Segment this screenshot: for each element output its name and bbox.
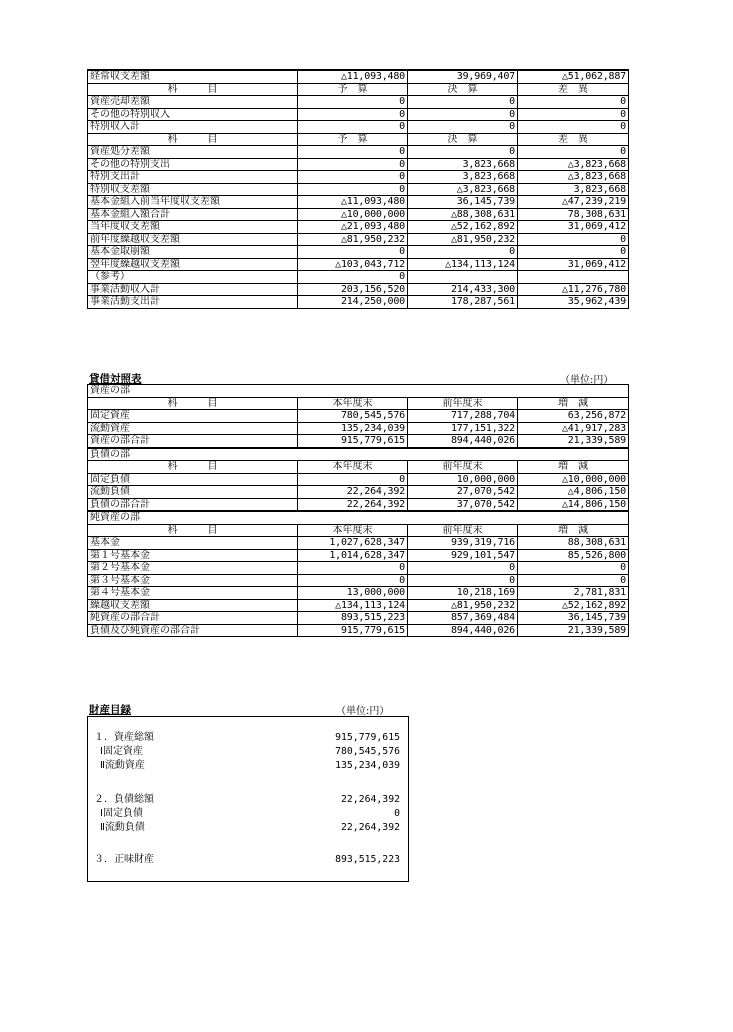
difference-cell: △3,823,668 bbox=[518, 158, 629, 171]
table-row bbox=[88, 587, 629, 600]
row-label: 科 目 bbox=[88, 83, 298, 96]
actual-cell: 214,433,300 bbox=[408, 283, 518, 296]
current-year-cell: 本年度末 bbox=[298, 461, 408, 474]
row-label: 第２号基本金 bbox=[88, 562, 298, 575]
difference-cell: △11,276,780 bbox=[518, 283, 629, 296]
difference-cell: 差 異 bbox=[518, 133, 629, 146]
row-label: 経常収支差額 bbox=[88, 70, 298, 83]
prior-year-cell: 前年度末 bbox=[408, 461, 518, 474]
inventory-value: 22,264,392 bbox=[341, 822, 400, 833]
difference-cell: 差 異 bbox=[518, 83, 629, 96]
budget-cell: △103,043,712 bbox=[298, 258, 408, 271]
table-row bbox=[88, 624, 629, 637]
current-year-cell: 135,234,039 bbox=[298, 422, 408, 435]
table-row bbox=[88, 233, 629, 246]
table-row bbox=[88, 435, 629, 448]
actual-cell: △134,113,124 bbox=[408, 258, 518, 271]
row-label: 科 目 bbox=[88, 133, 298, 146]
current-year-cell: 0 bbox=[298, 473, 408, 486]
difference-cell: △51,062,887 bbox=[518, 70, 629, 83]
row-label: 第１号基本金 bbox=[88, 549, 298, 562]
difference-cell: 35,962,439 bbox=[518, 296, 629, 309]
inventory-item bbox=[88, 821, 408, 835]
inventory-item bbox=[88, 853, 408, 867]
current-year-cell: △134,113,124 bbox=[298, 599, 408, 612]
row-label: 科 目 bbox=[88, 397, 298, 410]
row-label: 純資産の部合計 bbox=[88, 612, 298, 625]
budget-cell: △11,093,480 bbox=[298, 70, 408, 83]
change-cell: 88,308,631 bbox=[518, 537, 629, 550]
change-cell: △14,806,150 bbox=[518, 498, 629, 511]
actual-cell: △81,950,232 bbox=[408, 233, 518, 246]
budget-cell: 214,250,000 bbox=[298, 296, 408, 309]
row-label: （参考） bbox=[88, 271, 298, 284]
section-label: 資産の部 bbox=[88, 385, 629, 398]
actual-cell: △3,823,668 bbox=[408, 183, 518, 196]
prior-year-cell: 37,070,542 bbox=[408, 498, 518, 511]
prior-year-cell: 894,440,026 bbox=[408, 624, 518, 637]
actual-cell: 3,823,668 bbox=[408, 158, 518, 171]
table-row bbox=[88, 486, 629, 499]
change-cell: 21,339,589 bbox=[518, 624, 629, 637]
inventory-value: 893,515,223 bbox=[335, 854, 400, 865]
current-year-cell: 0 bbox=[298, 574, 408, 587]
budget-cell: 203,156,520 bbox=[298, 283, 408, 296]
section-row bbox=[88, 385, 629, 398]
table-row bbox=[88, 70, 629, 83]
inventory-value: 0 bbox=[394, 808, 400, 819]
prior-year-cell: 717,288,704 bbox=[408, 410, 518, 423]
inventory-item bbox=[88, 745, 408, 759]
row-label: 資産処分差額 bbox=[88, 146, 298, 159]
change-cell: 36,145,739 bbox=[518, 612, 629, 625]
inventory-value: 915,779,615 bbox=[335, 732, 400, 743]
inventory-label: Ⅱ流動負債 bbox=[100, 822, 145, 833]
row-label: 事業活動支出計 bbox=[88, 296, 298, 309]
table-row bbox=[88, 258, 629, 271]
current-year-cell: 915,779,615 bbox=[298, 624, 408, 637]
budget-cell: 0 bbox=[298, 246, 408, 259]
change-cell: 0 bbox=[518, 562, 629, 575]
table-row bbox=[88, 422, 629, 435]
balance-sheet-title: 貸借対照表 bbox=[89, 373, 142, 385]
budget-cell: 0 bbox=[298, 146, 408, 159]
inventory-label: １．資産総額 bbox=[94, 732, 154, 743]
prior-year-cell: 0 bbox=[408, 574, 518, 587]
table-row bbox=[88, 410, 629, 423]
budget-cell: △11,093,480 bbox=[298, 196, 408, 209]
section-row bbox=[88, 448, 629, 461]
row-label: 科 目 bbox=[88, 524, 298, 537]
inventory-label: Ⅱ流動資産 bbox=[100, 760, 145, 771]
table-row bbox=[88, 221, 629, 234]
current-year-cell: 1,027,628,347 bbox=[298, 537, 408, 550]
table-row bbox=[88, 599, 629, 612]
row-label: その他の特別支出 bbox=[88, 158, 298, 171]
table-row bbox=[88, 283, 629, 296]
prior-year-cell: 939,319,716 bbox=[408, 537, 518, 550]
difference-cell: 0 bbox=[518, 121, 629, 134]
inventory-value: 780,545,576 bbox=[335, 746, 400, 757]
current-year-cell: 0 bbox=[298, 562, 408, 575]
actual-cell: 0 bbox=[408, 246, 518, 259]
row-label: 特別支出計 bbox=[88, 171, 298, 184]
current-year-cell: 本年度末 bbox=[298, 524, 408, 537]
actual-cell: 0 bbox=[408, 96, 518, 109]
row-label: 基本金組入額合計 bbox=[88, 208, 298, 221]
table-row bbox=[88, 196, 629, 209]
actual-cell: 36,145,739 bbox=[408, 196, 518, 209]
budget-cell: 0 bbox=[298, 171, 408, 184]
prior-year-cell: 27,070,542 bbox=[408, 486, 518, 499]
row-label: 基本金取崩額 bbox=[88, 246, 298, 259]
table-row bbox=[88, 171, 629, 184]
row-label: 資産の部合計 bbox=[88, 435, 298, 448]
inventory-unit: （単位:円） bbox=[336, 706, 390, 717]
table-row bbox=[88, 562, 629, 575]
actual-cell: 178,287,561 bbox=[408, 296, 518, 309]
prior-year-cell: 177,151,322 bbox=[408, 422, 518, 435]
table-row bbox=[88, 537, 629, 550]
header-row bbox=[88, 461, 629, 474]
row-label: 特別収支差額 bbox=[88, 183, 298, 196]
header-row bbox=[88, 524, 629, 537]
budget-cell: △81,950,232 bbox=[298, 233, 408, 246]
row-label: その他の特別収入 bbox=[88, 108, 298, 121]
actual-cell: 決 算 bbox=[408, 83, 518, 96]
table-row bbox=[88, 549, 629, 562]
balance-sheet-unit: （単位:円） bbox=[560, 375, 614, 386]
row-label: 負債及び純資産の部合計 bbox=[88, 624, 298, 637]
row-label: 負債の部合計 bbox=[88, 498, 298, 511]
difference-cell: △47,239,219 bbox=[518, 196, 629, 209]
header-row bbox=[88, 397, 629, 410]
current-year-cell: 780,545,576 bbox=[298, 410, 408, 423]
budget-cell: 0 bbox=[298, 158, 408, 171]
row-label: 第４号基本金 bbox=[88, 587, 298, 600]
table-row bbox=[88, 108, 629, 121]
row-label: 固定負債 bbox=[88, 473, 298, 486]
actual-cell: 3,823,668 bbox=[408, 171, 518, 184]
row-label: 基本金組入前当年度収支差額 bbox=[88, 196, 298, 209]
change-cell: 63,256,872 bbox=[518, 410, 629, 423]
current-year-cell: 本年度末 bbox=[298, 397, 408, 410]
row-label: 流動負債 bbox=[88, 486, 298, 499]
inventory-label: ２．負債総額 bbox=[94, 794, 154, 805]
prior-year-cell: 10,218,169 bbox=[408, 587, 518, 600]
row-label: 流動資産 bbox=[88, 422, 298, 435]
table-row bbox=[88, 296, 629, 309]
row-label: 事業活動収入計 bbox=[88, 283, 298, 296]
change-cell: △10,000,000 bbox=[518, 473, 629, 486]
section-label: 負債の部 bbox=[88, 448, 629, 461]
change-cell: △4,806,150 bbox=[518, 486, 629, 499]
budget-cell: 0 bbox=[298, 108, 408, 121]
change-cell: 増 減 bbox=[518, 461, 629, 474]
balance-sheet-table bbox=[87, 384, 629, 637]
difference-cell: 0 bbox=[518, 146, 629, 159]
header-row bbox=[88, 83, 629, 96]
inventory-value: 135,234,039 bbox=[335, 760, 400, 771]
current-year-cell: 1,014,628,347 bbox=[298, 549, 408, 562]
change-cell: 0 bbox=[518, 574, 629, 587]
actual-cell: 0 bbox=[408, 146, 518, 159]
section-row bbox=[88, 511, 629, 524]
budget-cell: 0 bbox=[298, 121, 408, 134]
change-cell: 21,339,589 bbox=[518, 435, 629, 448]
row-label: 翌年度繰越収支差額 bbox=[88, 258, 298, 271]
actual-cell: 決 算 bbox=[408, 133, 518, 146]
budget-cell: 0 bbox=[298, 96, 408, 109]
inventory-item bbox=[88, 807, 408, 821]
change-cell: 2,781,831 bbox=[518, 587, 629, 600]
difference-cell: 0 bbox=[518, 96, 629, 109]
row-label: 資産売却差額 bbox=[88, 96, 298, 109]
budget-cell: 予 算 bbox=[298, 133, 408, 146]
inventory-label: Ⅰ固定資産 bbox=[100, 746, 143, 757]
table-row bbox=[88, 246, 629, 259]
table-row bbox=[88, 96, 629, 109]
prior-year-cell: 前年度末 bbox=[408, 397, 518, 410]
budget-cell: 0 bbox=[298, 271, 408, 284]
inventory-title: 財産目録 bbox=[89, 704, 131, 716]
actual-cell: 0 bbox=[408, 121, 518, 134]
difference-cell: 0 bbox=[518, 108, 629, 121]
actual-cell: 0 bbox=[408, 108, 518, 121]
prior-year-cell: △81,950,232 bbox=[408, 599, 518, 612]
current-year-cell: 22,264,392 bbox=[298, 498, 408, 511]
inventory-item bbox=[88, 759, 408, 773]
change-cell: 85,526,800 bbox=[518, 549, 629, 562]
row-label: 前年度繰越収支差額 bbox=[88, 233, 298, 246]
inventory-item bbox=[88, 793, 408, 807]
table-row bbox=[88, 146, 629, 159]
budget-cell: 予 算 bbox=[298, 83, 408, 96]
prior-year-cell: 929,101,547 bbox=[408, 549, 518, 562]
change-cell: △41,917,283 bbox=[518, 422, 629, 435]
section-label: 純資産の部 bbox=[88, 511, 629, 524]
prior-year-cell: 前年度末 bbox=[408, 524, 518, 537]
inventory-item bbox=[88, 731, 408, 745]
row-label: 科 目 bbox=[88, 461, 298, 474]
current-year-cell: 22,264,392 bbox=[298, 486, 408, 499]
change-cell: 増 減 bbox=[518, 397, 629, 410]
budget-cell: △21,093,480 bbox=[298, 221, 408, 234]
current-year-cell: 13,000,000 bbox=[298, 587, 408, 600]
current-year-cell: 893,515,223 bbox=[298, 612, 408, 625]
difference-cell: 0 bbox=[518, 233, 629, 246]
difference-cell: 0 bbox=[518, 246, 629, 259]
prior-year-cell: 10,000,000 bbox=[408, 473, 518, 486]
table-row bbox=[88, 183, 629, 196]
actual-cell bbox=[408, 271, 518, 284]
table-row bbox=[88, 271, 629, 284]
row-label: 繰越収支差額 bbox=[88, 599, 298, 612]
row-label: 当年度収支差額 bbox=[88, 221, 298, 234]
actual-cell: △88,308,631 bbox=[408, 208, 518, 221]
change-cell: 増 減 bbox=[518, 524, 629, 537]
prior-year-cell: 894,440,026 bbox=[408, 435, 518, 448]
table-row bbox=[88, 121, 629, 134]
table-row bbox=[88, 498, 629, 511]
inventory-label: Ⅰ固定負債 bbox=[100, 808, 143, 819]
budget-cell: 0 bbox=[298, 183, 408, 196]
header-row bbox=[88, 133, 629, 146]
row-label: 第３号基本金 bbox=[88, 574, 298, 587]
table-row bbox=[88, 208, 629, 221]
difference-cell: 3,823,668 bbox=[518, 183, 629, 196]
inventory-box bbox=[87, 716, 409, 882]
row-label: 固定資産 bbox=[88, 410, 298, 423]
table-row bbox=[88, 473, 629, 486]
difference-cell: 31,069,412 bbox=[518, 258, 629, 271]
difference-cell: △3,823,668 bbox=[518, 171, 629, 184]
income-statement-table bbox=[87, 69, 629, 309]
difference-cell: 31,069,412 bbox=[518, 221, 629, 234]
difference-cell: 78,308,631 bbox=[518, 208, 629, 221]
row-label: 基本金 bbox=[88, 537, 298, 550]
table-row bbox=[88, 612, 629, 625]
difference-cell bbox=[518, 271, 629, 284]
current-year-cell: 915,779,615 bbox=[298, 435, 408, 448]
actual-cell: 39,969,407 bbox=[408, 70, 518, 83]
prior-year-cell: 857,369,484 bbox=[408, 612, 518, 625]
inventory-label: ３．正味財産 bbox=[94, 854, 154, 865]
actual-cell: △52,162,892 bbox=[408, 221, 518, 234]
change-cell: △52,162,892 bbox=[518, 599, 629, 612]
table-row bbox=[88, 158, 629, 171]
budget-cell: △10,000,000 bbox=[298, 208, 408, 221]
prior-year-cell: 0 bbox=[408, 562, 518, 575]
table-row bbox=[88, 574, 629, 587]
row-label: 特別収入計 bbox=[88, 121, 298, 134]
inventory-value: 22,264,392 bbox=[341, 794, 400, 805]
